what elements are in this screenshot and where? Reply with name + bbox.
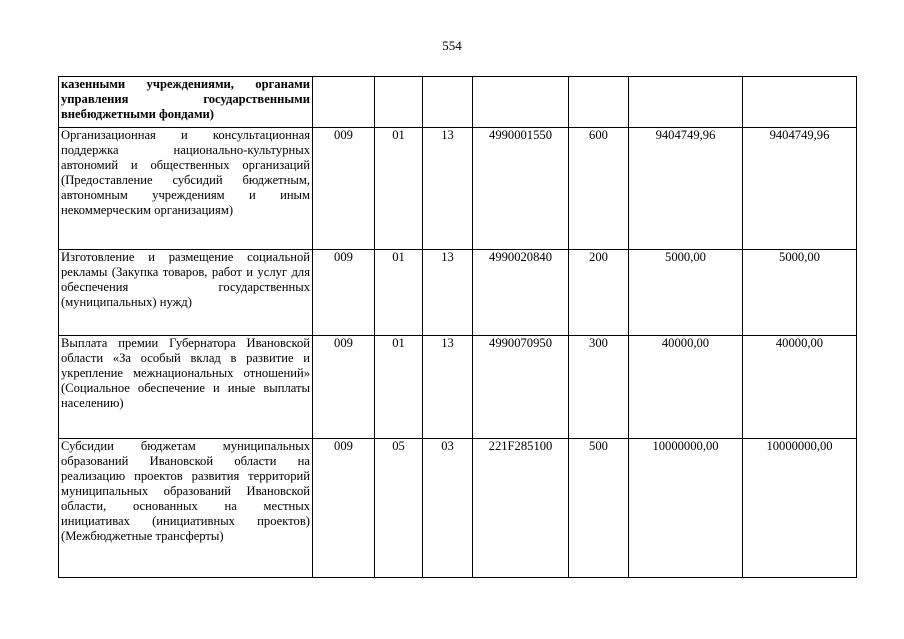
expense-type-code: 300 [569, 336, 629, 439]
ministry-code: 009 [313, 250, 375, 336]
amount-1: 40000,00 [629, 336, 743, 439]
amount-1: 5000,00 [629, 250, 743, 336]
amount-2: 9404749,96 [743, 128, 857, 250]
table-row [59, 128, 857, 250]
section-code: 01 [375, 336, 423, 439]
ministry-code: 009 [313, 128, 375, 250]
expense-type-code [569, 77, 629, 128]
subsection-code: 13 [423, 336, 473, 439]
amount-2 [743, 77, 857, 128]
row-description: Выплата премии Губернатора Ивановской области «За особый вклад в развитие и укрепление межнациональных отношений» (Социальное обеспечение и иные выплаты населению) [59, 336, 313, 439]
row-description: Изготовление и размещение социальной рекламы (Закупка товаров, работ и услуг для обеспечения государственных (муниципальных) нужд) [59, 250, 313, 336]
page-number: 554 [442, 38, 462, 53]
amount-1: 9404749,96 [629, 128, 743, 250]
target-article-code: 221F285100 [473, 439, 569, 578]
expense-type-code: 200 [569, 250, 629, 336]
table-row [59, 250, 857, 336]
subsection-code: 13 [423, 128, 473, 250]
target-article-code: 4990070950 [473, 336, 569, 439]
amount-2: 40000,00 [743, 336, 857, 439]
section-code [375, 77, 423, 128]
amount-2: 10000000,00 [743, 439, 857, 578]
table-row [59, 77, 857, 128]
amount-1 [629, 77, 743, 128]
table-row [59, 439, 857, 578]
target-article-code: 4990001550 [473, 128, 569, 250]
section-code: 01 [375, 128, 423, 250]
subsection-code: 13 [423, 250, 473, 336]
ministry-code [313, 77, 375, 128]
target-article-code [473, 77, 569, 128]
budget-table [58, 76, 857, 578]
expense-type-code: 600 [569, 128, 629, 250]
section-code: 01 [375, 250, 423, 336]
expense-type-code: 500 [569, 439, 629, 578]
target-article-code: 4990020840 [473, 250, 569, 336]
subsection-code [423, 77, 473, 128]
amount-2: 5000,00 [743, 250, 857, 336]
ministry-code: 009 [313, 336, 375, 439]
table-row [59, 336, 857, 439]
amount-1: 10000000,00 [629, 439, 743, 578]
subsection-code: 03 [423, 439, 473, 578]
row-description: Организационная и консультационная поддержка национально-культурных автономий и общественных организаций (Предоставление субсидий бюджетным, автономным учреждениям и иным некоммерческим организациям) [59, 128, 313, 250]
ministry-code: 009 [313, 439, 375, 578]
row-description: казенными учреждениями, органами управления государственными внебюджетными фондами) [59, 77, 313, 128]
row-description: Субсидии бюджетам муниципальных образований Ивановской области на реализацию проектов развития территорий муниципальных образований Ивановской области, основанных на местных инициативах (инициативных проектов) (Межбюджетные трансферты) [59, 439, 313, 578]
section-code: 05 [375, 439, 423, 578]
